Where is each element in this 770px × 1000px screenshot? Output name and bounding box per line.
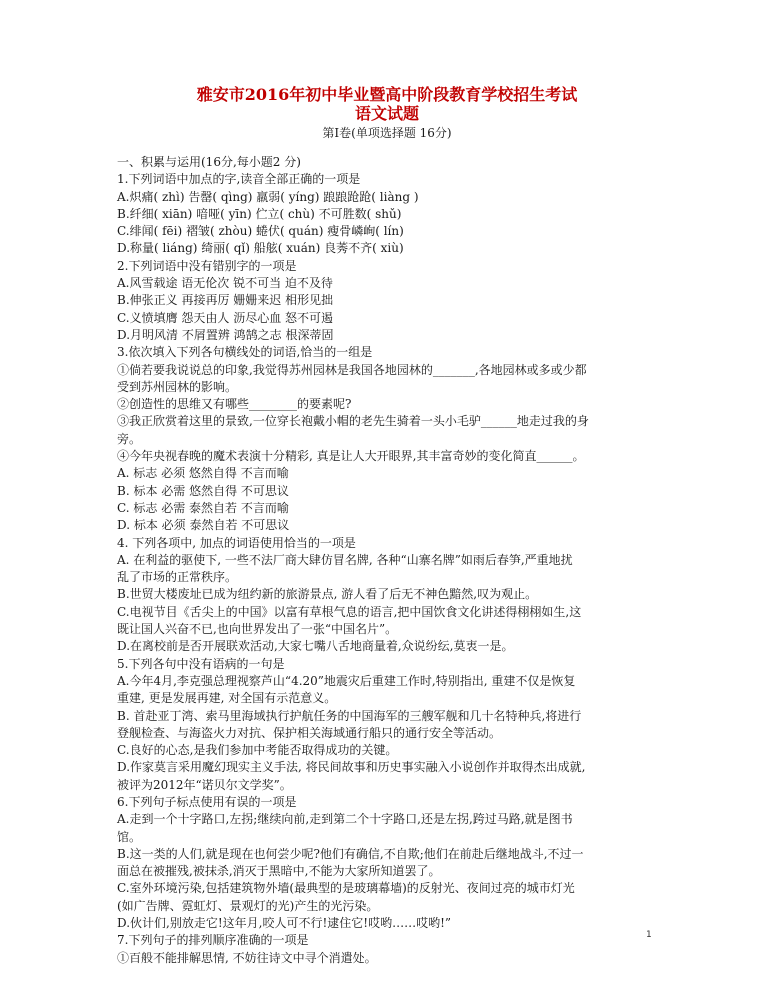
text-line: A.今年4月,李克强总理视察芦山“4.20”地震灾后重建工作时,特别指出, 重建不仅是恢复 [117, 673, 576, 688]
text-line: D.月明风清 不屑置辨 鸿鹄之志 根深蒂固 [117, 327, 334, 342]
text-line: C.义愤填膺 怨天由人 沥尽心血 怒不可遏 [117, 310, 334, 325]
text-line: C.电视节目《舌尖上的中国》以富有草根气息的语言,把中国饮食文化讲述得栩栩如生,这 [117, 604, 582, 619]
text-line: B.伸张正义 再接再厉 姗姗来迟 相形见拙 [117, 293, 334, 308]
text-line: 受到苏州园林的影响。 [117, 379, 238, 394]
text-line: (如广告牌、霓虹灯、景观灯的光)产生的光污染。 [117, 898, 379, 913]
text-line: A. 在利益的驱使下, 一些不法厂商大肆仿冒名牌, 各种“山寨名牌”如雨后春笋,严重地扰 [117, 552, 573, 567]
text-line: 2.下列词语中没有错别字的一项是 [117, 258, 297, 273]
text-line: C.良好的心态,是我们参加中考能否取得成功的关键。 [117, 743, 398, 758]
exam-page [117, 85, 657, 967]
section-header: 第Ⅰ卷(单项选择题 16分) [322, 126, 452, 140]
text-line: B. 首赴亚丁湾、索马里海域执行护航任务的中国海军的三艘军舰和几十名特种兵,将进行 [117, 708, 582, 723]
page-number: 1 [646, 930, 652, 940]
text-line: 馆。 [117, 829, 142, 844]
text-line: 被评为2012年“诺贝尔文学奖”。 [117, 777, 292, 792]
exam-title: 雅安市2016年初中毕业暨高中阶段教育学校招生考试 [196, 85, 578, 104]
text-line: 乱了市场的正常秩序。 [117, 570, 238, 585]
text-line: C.绯闻( fēi) 褶皱( zhòu) 蜷伏( quán) 瘦骨嶙峋( lín) [117, 224, 404, 239]
text-line: 6.下列句子标点使用有误的一项是 [117, 794, 297, 809]
text-line: B. 标本 必需 悠然自得 不可思议 [117, 483, 289, 498]
text-line: ④今年央视春晚的魔术表演十分精彩, 真是让人大开眼界,其丰富奇妙的变化简直______。 [117, 449, 585, 464]
text-line: 登舰检查、与海盗火力对抗、保护相关海域通行船只的通行安全等活动。 [117, 725, 502, 740]
text-line: D.在离校前是否开展联欢活动,大家七嘴八舌地商量着,众说纷纭,莫衷一是。 [117, 639, 514, 654]
text-line: ①倘若要我说说总的印象,我觉得苏州园林是我国各地园林的_______,各地园林或多或少都 [117, 362, 587, 377]
text-line: 4. 下列各项中, 加点的词语使用恰当的一项是 [117, 535, 356, 550]
text-line: 7.下列句子的排列顺序准确的一项是 [117, 933, 309, 948]
text-line: 1.下列词语中加点的字,读音全部正确的一项是 [117, 172, 361, 187]
text-line: 一、积累与运用(16分,每小题2 分) [117, 155, 301, 169]
text-line: D. 标本 必须 泰然自若 不可思议 [117, 518, 290, 533]
text-line: 面总在被摧残,被抹杀,消灭于黑暗中,不能为大家所知道罢了。 [117, 864, 441, 879]
text-line: C. 标志 必需 泰然自若 不言而喻 [117, 500, 289, 515]
text-line: A.炽痛( zhì) 告罄( qìng) 羸弱( yíng) 踉踉跄跄( liàng ) [117, 189, 419, 204]
text-line: D.伙计们,别放走它!这年月,咬人可不行!逮住它!哎哟……哎哟!” [117, 916, 452, 931]
text-line: D.称量( liáng) 绮丽( qǐ) 船舷( xuán) 良莠不齐( xiù) [117, 241, 404, 256]
text-line: 5.下列各句中没有语病的一句是 [117, 656, 285, 671]
text-line: 旁。 [117, 431, 142, 446]
text-line: 3.依次填入下列各句横线处的词语,恰当的一组是 [117, 345, 373, 360]
text-line: A. 标志 必须 悠然自得 不言而喻 [117, 466, 289, 481]
text-line: ①百般不能排解思情, 不妨往诗文中寻个消遣处。 [117, 950, 377, 965]
text-line: B.世贸大楼废址已成为纽约新的旅游景点, 游人看了后无不神色黯然,叹为观止。 [117, 587, 538, 602]
question-body [117, 154, 657, 967]
exam-subtitle: 语文试题 [354, 104, 419, 123]
text-line: 重建, 更是发展再建, 对全国有示范意义。 [117, 691, 337, 706]
text-line: ③我正欣赏着这里的景致,一位穿长袍戴小帽的老先生骑着一头小毛驴______地走过我的身 [117, 414, 589, 429]
text-line: B.这一类的人们,就是现在也何尝少呢?他们有确信,不自欺;他们在前赴后继地战斗,不过一 [117, 846, 584, 861]
text-line: C.室外环境污染,包括建筑物外墙(最典型的是玻璃幕墙)的反射光、夜间过亮的城市灯光 [117, 881, 575, 896]
text-line: A.风雪载途 语无伦次 锐不可当 迫不及待 [117, 276, 333, 291]
text-line: D.作家莫言采用魔幻现实主义手法, 将民间故事和历史事实融入小说创作并取得杰出成就, [117, 760, 586, 775]
text-line: 既让国人兴奋不已,也向世界发出了一张“中国名片”。 [117, 622, 398, 637]
text-line: ②创造性的思维又有哪些________的要素呢? [117, 397, 352, 412]
text-line: A.走到一个十字路口,左拐;继续向前,走到第二个十字路口,还是左拐,跨过马路,就是图书 [117, 812, 573, 827]
text-line: B.纤细( xiān) 喑哑( yīn) 伫立( chù) 不可胜数( shǔ) [117, 206, 402, 221]
